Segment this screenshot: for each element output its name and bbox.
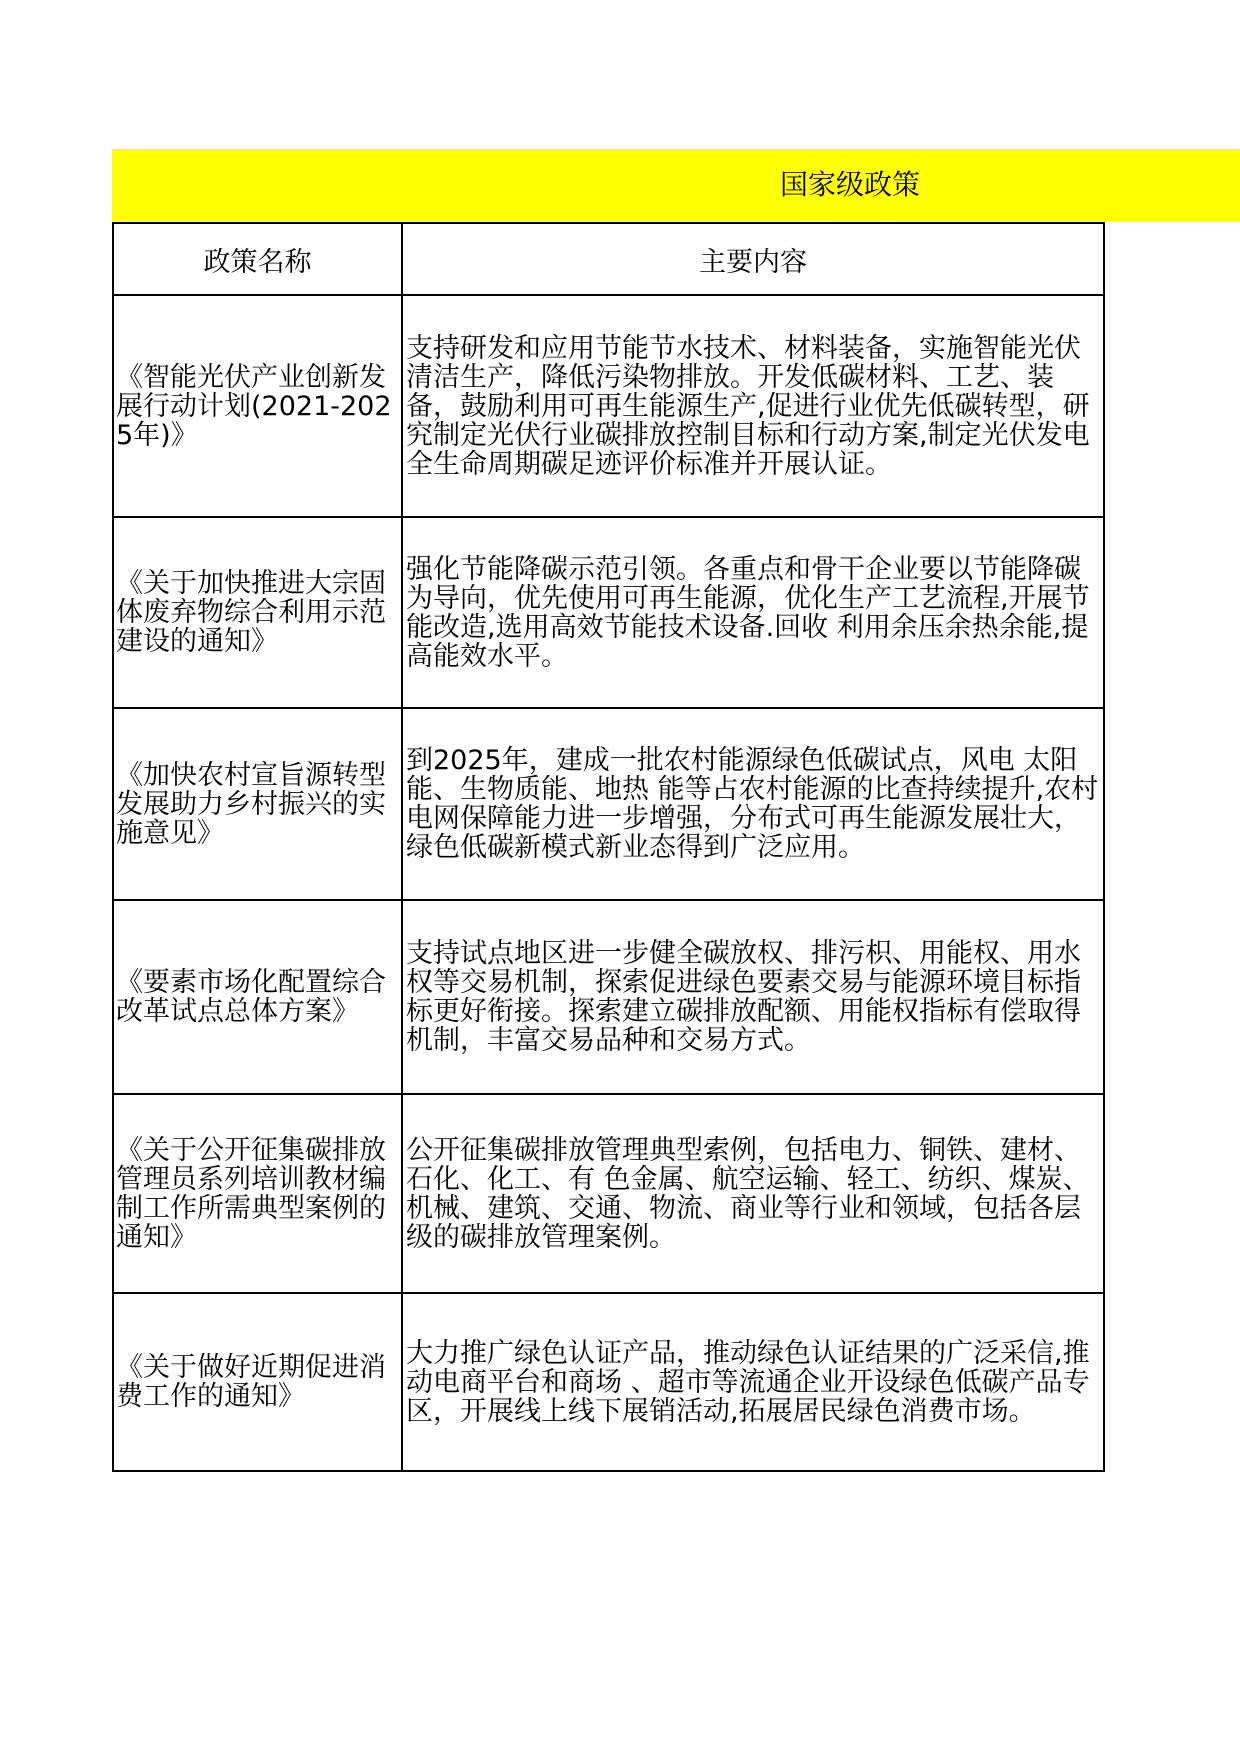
policy-name-cell: 《要素市场化配置综合改革试点总体方案》 bbox=[113, 900, 402, 1094]
section-banner bbox=[112, 149, 1240, 221]
policy-name-cell: 《智能光伏产业创新发展行动计划(2021-2025年)》 bbox=[113, 295, 402, 517]
policy-content-cell: 公开征集碳排放管理典型索例，包括电力、铜铁、建材、石化、化工、有 色金属、航空运输、轻工、纺织、煤炭、机械、建筑、交通、物流、商业等行业和领域，包括各层级的碳排放管理案例。 bbox=[402, 1094, 1104, 1293]
policy-content-cell: 支持研发和应用节能节水技术、材料装备，实施智能光伏清洁生产，降低污染物排放。开发低碳材料、工艺、装备，鼓励利用可再生能源生产,促进行业优先低碳转型，研究制定光伏行业碳排放控制目标和行动方案,制定光伏发电全生命周期碳足迹评价标准并开展认证。 bbox=[402, 295, 1104, 517]
policy-content-cell: 强化节能降碳示范引领。各重点和骨干企业要以节能降碳为导向，优先使用可再生能源，优化生产工艺流程,开展节能改造,选用高效节能技术设备.回收 利用余压余热余能,提高能效水平。 bbox=[402, 517, 1104, 708]
header-main-content: 主要内容 bbox=[402, 223, 1104, 295]
table-row bbox=[113, 1293, 1104, 1471]
policy-table bbox=[112, 222, 1105, 1472]
policy-name-cell: 《关于公开征集碳排放管理员系列培训教材编制工作所需典型案例的通知》 bbox=[113, 1094, 402, 1293]
table-row bbox=[113, 295, 1104, 517]
table-header-row bbox=[113, 223, 1104, 295]
table-row bbox=[113, 1094, 1104, 1293]
policy-content-cell: 大力推广绿色认证产品，推动绿色认证结果的广泛采信,推动电商平台和商场 、超市等流通企业开设绿色低碳产品专区，开展线上线下展销活动,拓展居民绿色消费市场。 bbox=[402, 1293, 1104, 1471]
policy-name-cell: 《关于做好近期促进消费工作的通知》 bbox=[113, 1293, 402, 1471]
table-row bbox=[113, 708, 1104, 900]
table-row bbox=[113, 517, 1104, 708]
policy-name-cell: 《加快农村宣旨源转型发展助力乡村振兴的实施意见》 bbox=[113, 708, 402, 900]
policy-name-cell: 《关于加快推进大宗固体废弃物综合利用示范建设的通知》 bbox=[113, 517, 402, 708]
header-policy-name: 政策名称 bbox=[113, 223, 402, 295]
policy-content-cell: 支持试点地区进一步健全碳放权、排污枳、用能权、用水权等交易机制，探索促进绿色要素交易与能源环境目标指标更好衔接。探索建立碳排放配额、用能权指标有偿取得机制，丰富交易品种和交易方式。 bbox=[402, 900, 1104, 1094]
table-row bbox=[113, 900, 1104, 1094]
section-title: 国家级政策 bbox=[780, 168, 921, 201]
policy-content-cell: 到2025年，建成一批农村能源绿色低碳试点，风电 太阳能、生物质能、地热 能等占农村能源的比查持续提升,农村电网保障能力进一步增强，分布式可再生能源发展壮大，绿色低碳新模式新业态得到广泛应用。 bbox=[402, 708, 1104, 900]
